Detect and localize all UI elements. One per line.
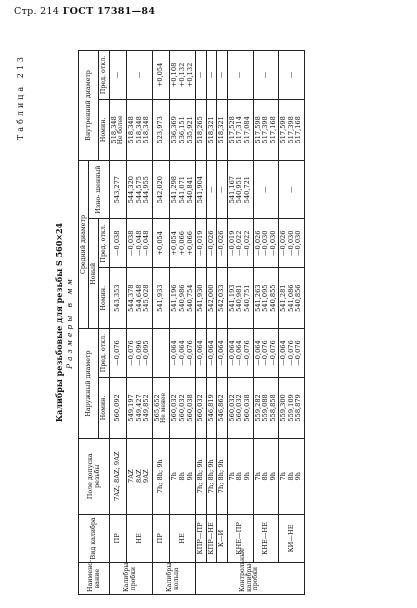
cell-mid-nom: 543,353 [109,268,126,329]
group-kolca: Калибры- кольца [152,563,195,595]
cell-mid-nom: 542,000 [206,268,217,329]
cell-worn: 541,167 540,951 540,721 [227,160,253,219]
table-row [279,51,305,595]
cell-outer-dev: —0,064 —0,076 —0,076 [253,329,279,378]
cell-inner-dev: — [227,51,253,100]
col-inner-nom: Номин. [99,99,109,160]
cell-outer-nom: 565,652 Не менее [152,377,169,438]
cell-worn: — [217,160,228,219]
col-naim: Наимено- вание [79,563,110,595]
cell-vid: КПР—ПР [196,514,207,563]
cell-pole: 7h 8h 9h [170,438,196,514]
table-row [206,51,217,595]
cell-inner-dev: — [127,51,153,100]
gauge-table [78,50,305,595]
cell-inner-dev: +0,054 [152,51,169,100]
cell-inner-dev: — [196,51,207,100]
cell-inner-dev: — [217,51,228,100]
cell-worn: — [253,160,279,219]
cell-mid-nom: 541,281 541,086 540,856 [279,268,305,329]
cell-inner-dev: — [109,51,126,100]
cell-mid-nom: 541,263 541,095 540,855 [253,268,279,329]
cell-inner-dev: — [279,51,305,100]
cell-vid: КПР—НЕ [206,514,217,563]
cell-mid-nom: 541,193 540,981 540,751 [227,268,253,329]
cell-outer-dev: —0,064 —0,064 —0,076 [227,329,253,378]
cell-mid-dev: —0,038 —0,048 —0,048 [127,219,153,268]
cell-mid-dev: +0,054 +0,066 +0,066 [170,219,196,268]
group-probki: Калибры- пробки [109,563,152,595]
cell-outer-nom: 560,032 [196,377,207,438]
cell-outer-nom: 559,282 559,088 558,858 [253,377,279,438]
cell-worn: 541,904 [196,160,207,219]
cell-vid: НЕ [127,514,153,563]
table-row [217,51,228,595]
table-row [127,51,153,595]
cell-inner-dev: +0,108 +0,132 +0,132 [170,51,196,100]
cell-outer-dev: —0,076 [109,329,126,378]
cell-mid-dev: —0,038 [109,219,126,268]
cell-pole: 7h; 8h; 9h [196,438,207,514]
rotated-table-area [16,50,407,595]
cell-outer-nom: 560,092 [109,377,126,438]
cell-outer-nom: 560,032 560,032 560,038 [170,377,196,438]
table-subtitle: Размеры в мм [65,276,74,369]
cell-outer-nom: 559,300 559,109 558,879 [279,377,305,438]
cell-worn: 542,020 [152,160,169,219]
table-row [152,51,169,595]
cell-pole: 7h 8h 9h [227,438,253,514]
cell-inner-dev: — [253,51,279,100]
cell-pole: 7h; 8h; 9h [217,438,228,514]
cell-inner-nom: 518,265 [196,99,207,160]
cell-inner-dev: — [206,51,217,100]
cell-mid-dev: —0,026 —0,030 —0,030 [279,219,305,268]
cell-outer-dev [152,329,169,378]
cell-vid: КИ—НЕ [279,514,305,563]
cell-worn: — [279,160,305,219]
col-mid-new: Новый [89,219,99,329]
cell-pole: 7h; 8h; 9h [152,438,169,514]
cell-mid-dev: —0,019 —0,022 —0,022 [227,219,253,268]
table-row [227,51,253,595]
col-mid: Средний диаметр [79,160,89,328]
note-ne-menee: Не менее [160,392,168,423]
cell-vid: КНЕ—НЕ [253,514,279,563]
cell-mid-nom: 542,033 [217,268,228,329]
cell-mid-nom: 541,196 540,986 540,754 [170,268,196,329]
cell-worn: 543,277 [109,160,126,219]
cell-pole: 7AZ 8AZ 9AZ [127,438,153,514]
note-ne-bolee: Не более [117,115,125,145]
cell-worn: — [206,160,217,219]
cell-mid-dev: —0,026 [206,219,217,268]
page-header [14,6,155,17]
cell-outer-dev: —0,064 [206,329,217,378]
cell-mid-nom: 541,933 [152,268,169,329]
table-title: Калибры резьбовые для резьбы S 560×24 [54,222,64,423]
cell-vid: К—И [217,514,228,563]
col-inner: Внутренний диаметр [79,51,99,161]
cell-pole: 7h 8h 9h [253,438,279,514]
cell-mid-nom: 544,378 544,648 545,028 [127,268,153,329]
cell-worn: 541,298 541,071 540,841 [170,160,196,219]
table-label: Таблица 213 [16,54,25,141]
standard-code: ГОСТ 17381—84 [62,6,156,17]
cell-inner-nom: 536,369 536,151 535,921 [170,99,196,160]
cell-inner-nom: 518,348 518,348 518,348 [127,99,153,160]
cell-outer-nom: 560,032 560,032 560,038 [227,377,253,438]
cell-inner-nom: 517,598 517,398 517,168 [253,99,279,160]
table-row [253,51,279,595]
col-mid-worn: Изно- шенный [89,160,109,219]
cell-outer-dev: —0,064 —0,076 —0,076 [279,329,305,378]
cell-vid: ПР [152,514,169,563]
group-control: Контрольные калибры-пробки [196,563,305,595]
table-row [109,51,126,595]
col-vid: Вид калибра [79,514,110,563]
cell-pole: 7h; 8h; 9h [206,438,217,514]
col-inner-dev: Пред. откл. [99,51,109,100]
table-row [170,51,196,595]
cell-outer-dev: —0,064 [196,329,207,378]
col-outer-dev: Пред. откл. [99,329,109,378]
col-mid-nom: Номин. [99,268,109,329]
cell-outer-dev: —0,076 —0,096 —0,095 [127,329,153,378]
cell-mid-dev: —0,026 —0,030 —0,030 [253,219,279,268]
cell-inner-nom: 517,528 517,314 517,084 [227,99,253,160]
cell-mid-dev: +0,054 [152,219,169,268]
cell-inner-nom: 518,321 [206,99,217,160]
cell-outer-nom: 546,819 [206,377,217,438]
cell-mid-dev: —0,019 [196,219,207,268]
cell-mid-nom: 541,930 [196,268,207,329]
cell-inner-nom: 523,973 [152,99,169,160]
cell-outer-nom: 549,197 549,427 549,852 [127,377,153,438]
col-mid-dev: Пред. откл. [99,219,109,268]
cell-inner-nom: 518,348 Не более [109,99,126,160]
col-outer-nom: Номин. [99,377,109,438]
cell-inner-nom: 517,598 517,398 517,168 [279,99,305,160]
cell-vid: ПР [109,514,126,563]
table-row [196,51,207,595]
cell-pole: 7h 8h 9h [279,438,305,514]
col-outer: Наружный диаметр [79,329,99,439]
cell-outer-nom: 546,862 [217,377,228,438]
cell-vid: КНЕ—ПР [227,514,253,563]
cell-vid: НЕ [170,514,196,563]
cell-pole: 7AZ; 8AZ; 9AZ [109,438,126,514]
cell-outer-dev: —0,064 —0,064 —0,076 [170,329,196,378]
page-number: Стр. 214 [14,6,60,17]
cell-outer-dev: —0,064 [217,329,228,378]
cell-inner-nom: 518,321 [217,99,228,160]
col-pole: Поле допуска резьбы [79,438,110,514]
cell-worn: 544,320 544,575 544,955 [127,160,153,219]
cell-mid-dev: —0,026 [217,219,228,268]
